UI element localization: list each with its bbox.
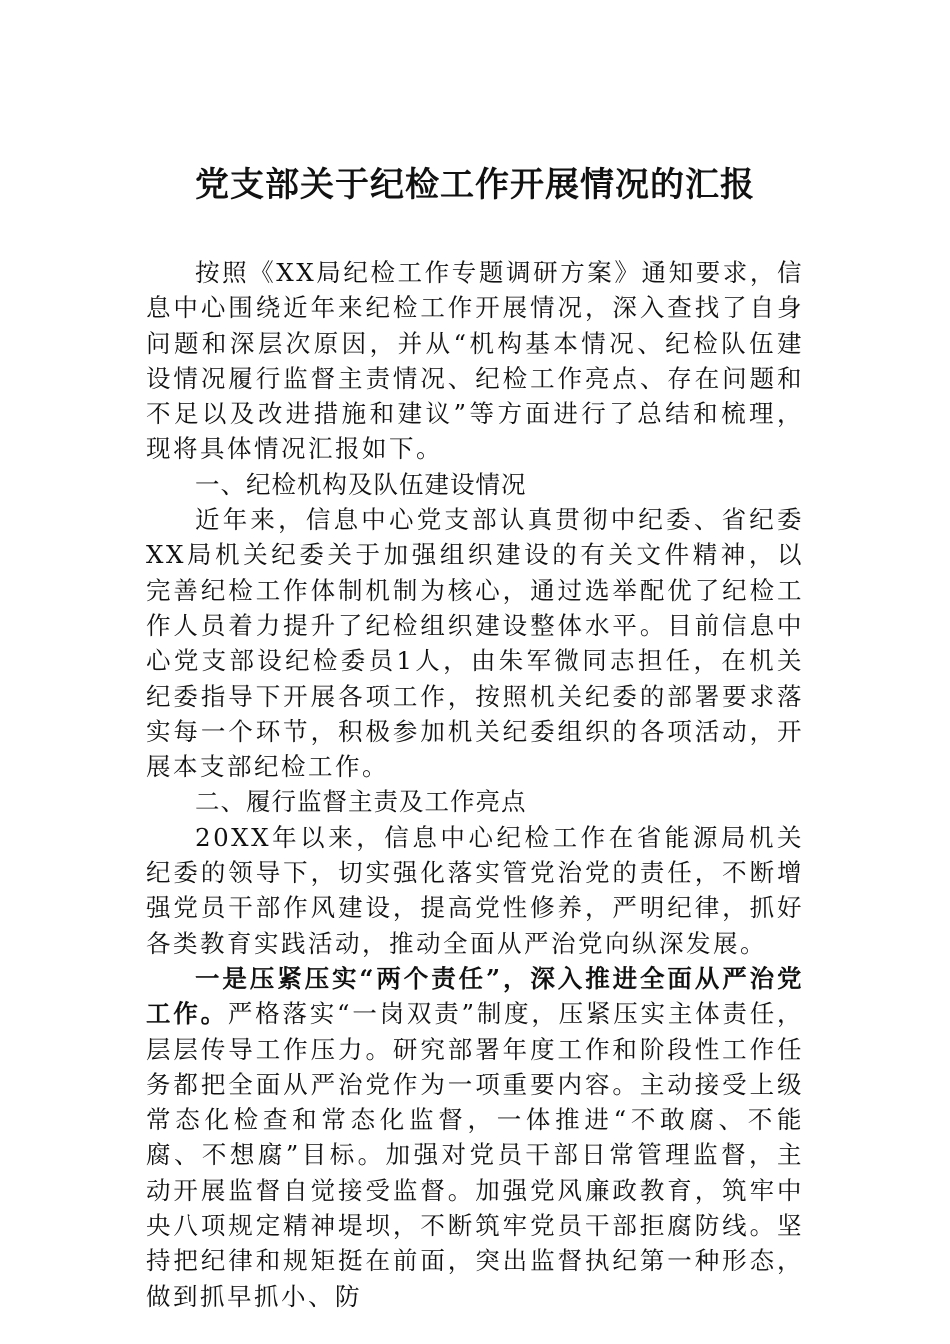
point-1-paragraph	[146, 961, 804, 1314]
section-1-paragraph: 近年来，信息中心党支部认真贯彻中纪委、省纪委XX局机关纪委关于加强组织建设的有关文件精神，以完善纪检工作体制机制为核心，通过选举配优了纪检工作人员着力提升了纪检组织建设整体水平。目前信息中心党支部设纪检委员1人，由朱军微同志担任，在机关纪委指导下开展各项工作，按照机关纪委的部署要求落实每一个环节，积极参加机关纪委组织的各项活动，开展本支部纪检工作。	[146, 505, 804, 782]
section-2-paragraph: 20XX年以来，信息中心纪检工作在省能源局机关纪委的领导下，切实强化落实管党治党的责任，不断增强党员干部作风建设，提高党性修养，严明纪律，抓好各类教育实践活动，推动全面从严治党向纵深发展。	[146, 822, 804, 958]
document-title: 党支部关于纪检工作开展情况的汇报	[195, 165, 755, 205]
document-body	[146, 255, 804, 1314]
point-1-lead: 一是压紧压实“两个责任”，深入推进全面从严治党工作。	[146, 963, 804, 1029]
section-heading-2: 二、履行监督主责及工作亮点	[195, 787, 527, 817]
point-1-body: 严格落实“一岗双责”制度，压紧压实主体责任，层层传导工作压力。研究部署年度工作和阶段性工作任务都把全面从严治党作为一项重要内容。主动接受上级常态化检查和常态化监督，一体推进“不敢腐、不能腐、不想腐”目标。加强对党员干部日常管理监督，主动开展监督自觉接受监督。加强党风廉政教育，筑牢中央八项规定精神堤坝，不断筑牢党员干部拒腐防线。坚持把纪律和规矩挺在前面，突出监督执纪第一种形态，做到抓早抓小、防	[146, 999, 804, 1311]
intro-paragraph: 按照《XX局纪检工作专题调研方案》通知要求，信息中心围绕近年来纪检工作开展情况，深入查找了自身问题和深层次原因，并从“机构基本情况、纪检队伍建设情况履行监督主责情况、纪检工作亮点、存在问题和不足以及改进措施和建议”等方面进行了总结和梳理，现将具体情况汇报如下。	[146, 258, 804, 464]
section-heading-1: 一、纪检机构及队伍建设情况	[195, 469, 527, 499]
